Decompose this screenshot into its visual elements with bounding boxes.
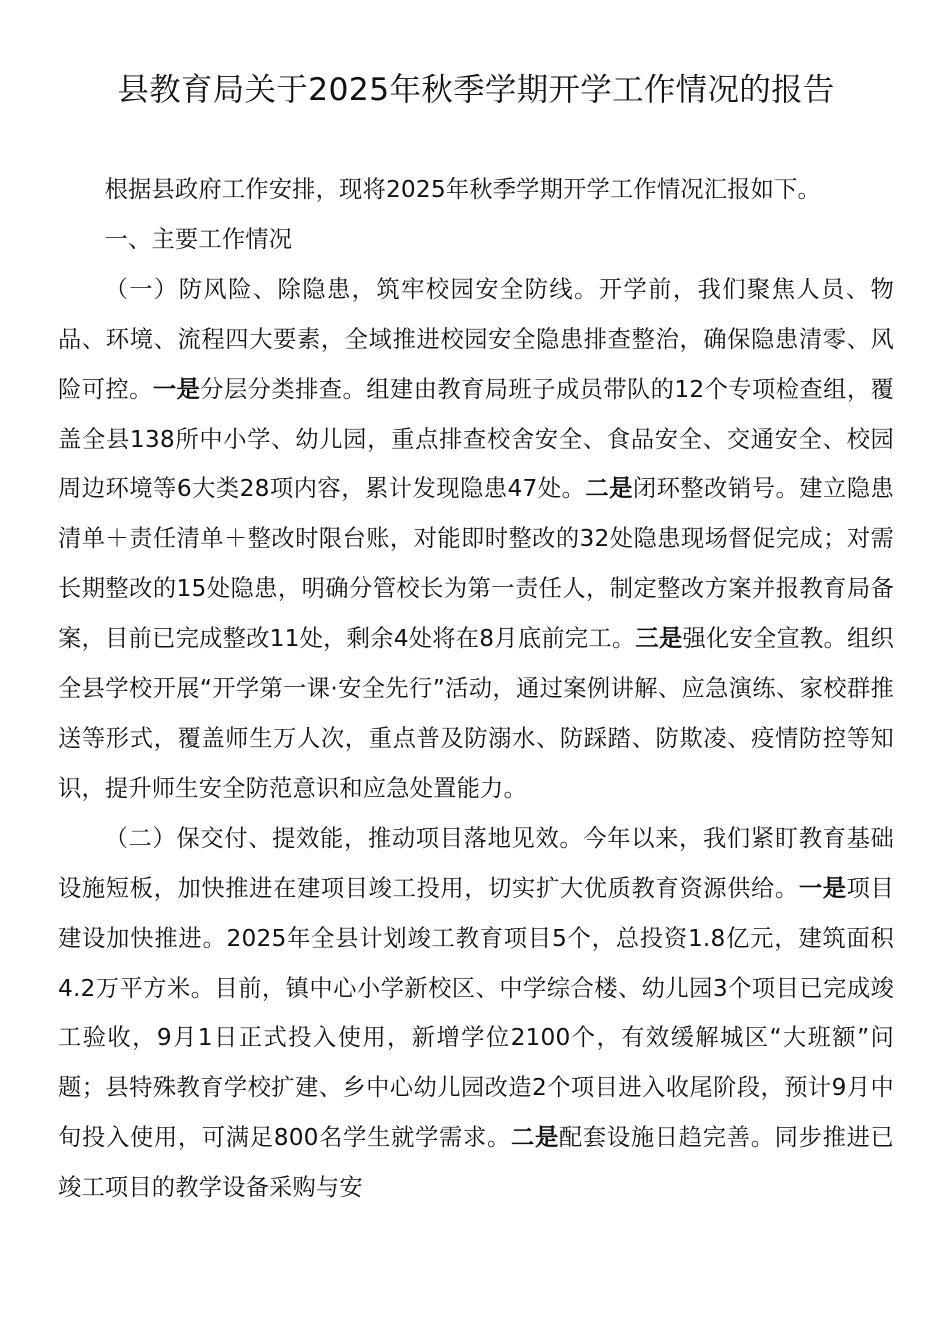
document-body xyxy=(58,165,894,1213)
paragraph-text: 分层分类排查。组建由教育局班子成员带队的12个专项检查组，覆盖全县138所中小学、幼儿园，重点排查校舍安全、食品安全、交通安全、校园周边环境等6大类28项内容，累计发现隐患47处。 xyxy=(58,375,894,503)
keyword-first: 一是 xyxy=(152,375,201,403)
paragraph-text: 项目建设加快推进。2025年全县计划竣工教育项目5个，总投资1.8亿元，建筑面积4.2万平方米。目前，镇中心小学新校区、中学综合楼、幼儿园3个项目已完成竣工验收，9月1日正式投入使用，新增学位2100个，有效缓解城区“大班额”问题；县特殊教育学校扩建、乡中心幼儿园改造2个项目进入收尾阶段，预计9月中旬投入使用，可满足800名学生就学需求。 xyxy=(58,874,894,1152)
keyword-second: 二是 xyxy=(510,1124,559,1152)
paragraph-lead: （二）保交付、提效能，推动项目落地见效。今年以来，我们紧盯教育基础设施短板，加快推进在建项目竣工投用，切实扩大优质教育资源供给。 xyxy=(58,824,894,902)
intro-paragraph: 根据县政府工作安排，现将2025年秋季学期开学工作情况汇报如下。 xyxy=(104,176,821,203)
section-heading: 一、主要工作情况 xyxy=(104,225,293,253)
paragraph-projects xyxy=(58,814,894,1213)
paragraph-text: 闭环整改销号。建立隐患清单＋责任清单＋整改时限台账，对能即时整改的32处隐患现场督促完成；对需长期整改的15处隐患，明确分管校长为第一责任人，制定整改方案并报教育局备案，目前已完成整改11处，剩余4处将在8月底前完工。 xyxy=(58,475,894,653)
paragraph-lead: （一）防风险、除隐患，筑牢校园安全防线。开学前，我们聚焦人员、物品、环境、流程四大要素，全域推进校园安全隐患排查整治，确保隐患清零、风险可控。 xyxy=(58,275,894,403)
document-title: 县教育局关于2025年秋季学期开学工作情况的报告 xyxy=(117,72,835,108)
document-page xyxy=(58,0,894,1213)
keyword-first: 一是 xyxy=(798,874,847,902)
keyword-second: 二是 xyxy=(585,475,633,503)
keyword-third: 三是 xyxy=(635,625,683,653)
paragraph-text: 强化安全宣教。组织全县学校开展“开学第一课·安全先行”活动，通过案例讲解、应急演练、家校群推送等形式，覆盖师生万人次，重点普及防溺水、防踩踏、防欺凌、疫情防控等知识，提升师生安全防范意识和应急处置能力。 xyxy=(58,625,894,802)
paragraph-text: 配套设施日趋完善。同步推进已竣工项目的教学设备采购与安 xyxy=(58,1124,894,1202)
paragraph-safety xyxy=(58,265,894,814)
